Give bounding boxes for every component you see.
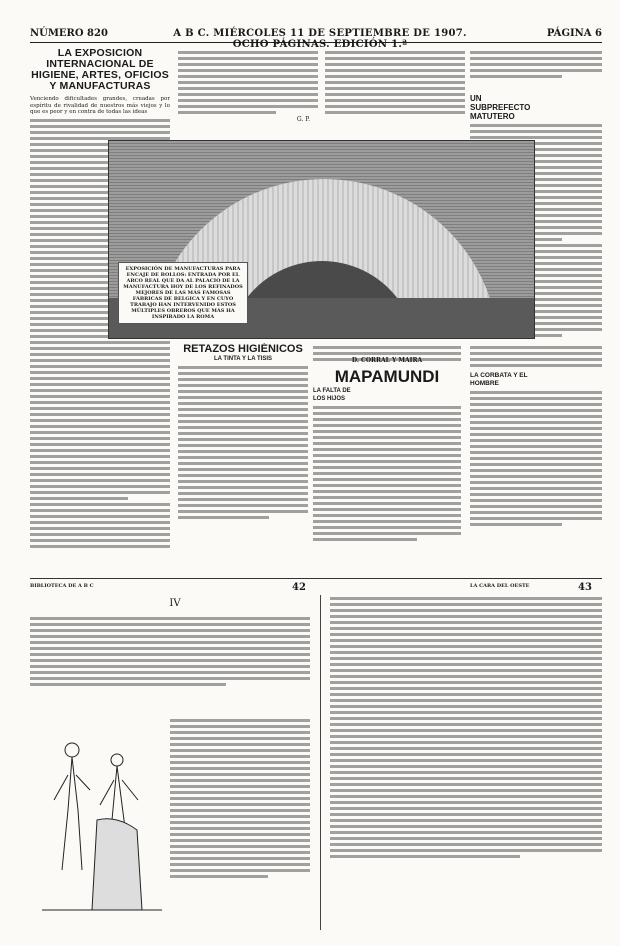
serial-right-page: 43 [578,582,592,593]
serial-left-text [30,614,310,714]
page-gutter [320,595,321,930]
article-retazos-title: RETAZOS HIGIÉNICOS [183,343,303,355]
article-mapamundi-subtitle: LA FALTA DE LOS HIJOS [313,388,351,402]
article-corbata [470,372,602,575]
article-retazos-body [178,366,308,519]
article-exposicion-lead: Venciendo dificultades grandes, creadas por espíritu de rivalidad de nuestros más viejos y lo que es peor y en contra de todas las ideas [30,96,170,115]
article-exposicion-signature: G. P. [296,116,310,123]
article-retazos [178,343,308,575]
serial-right-text [330,594,602,929]
chapter-number: IV [169,598,181,609]
article-corbata-title: LA CORBATA Y EL HOMBRE [470,372,528,387]
serial-illustration [42,720,162,915]
article-retazos-subtitle: LA TINTA Y LA TISIS [213,356,272,362]
serial-right-header: LA CARA DEL OESTE [470,583,530,589]
photo-caption: EXPOSICIÓN DE MANUFACTURAS PARA ENCAJE DE BOLLOS: ENTRADA POR EL ARCO REAL QUE DA AL PALACIO DE LA MANUFACTURA HOY DE LOS REFINADOS MEJORES DE LAS MÁS FAMOSAS FÁBRICAS DE BELGICA Y EN CUYO TRABAJO HAN INTERVENIDO ESTOS MÚLTIPLES OBREROS QUE MÁS HA INSPIRADO LA ROMA [118,262,248,324]
serial-left-page: 42 [292,582,306,593]
article-middle-signature: D. CORRAL Y MAIRA [351,357,423,364]
article-subprefecto-title: UN SUBPREFECTO MATUTERO [470,94,531,121]
article-mapamundi [313,387,461,575]
article-right-lower-body [470,343,602,371]
article-exposicion-cont-2 [325,48,465,133]
issue-number: NÚMERO 820 [30,28,108,39]
serial-left-text-2 [170,716,310,926]
masthead-date: A B C. MIÉRCOLES 11 DE SEPTIEMBRE DE 1907. OCHO PÁGINAS. EDICIÓN 1.ª [173,28,467,50]
article-mapamundi-title: MAPAMUNDI [334,367,440,386]
page-number: PÁGINA 6 [546,28,602,39]
article-mapamundi-body [313,406,461,541]
article-exposicion-title: LA EXPOSICIÓN INTERNACIONAL DE HIGIENE, ARTES, OFICIOS Y MANUFACTURAS [31,48,169,92]
section-divider [30,578,602,579]
page-header [30,28,602,50]
serial-left-header: BIBLIOTECA DE A B C [30,583,94,589]
article-top-right-body [470,48,602,90]
article-corbata-body [470,391,602,526]
